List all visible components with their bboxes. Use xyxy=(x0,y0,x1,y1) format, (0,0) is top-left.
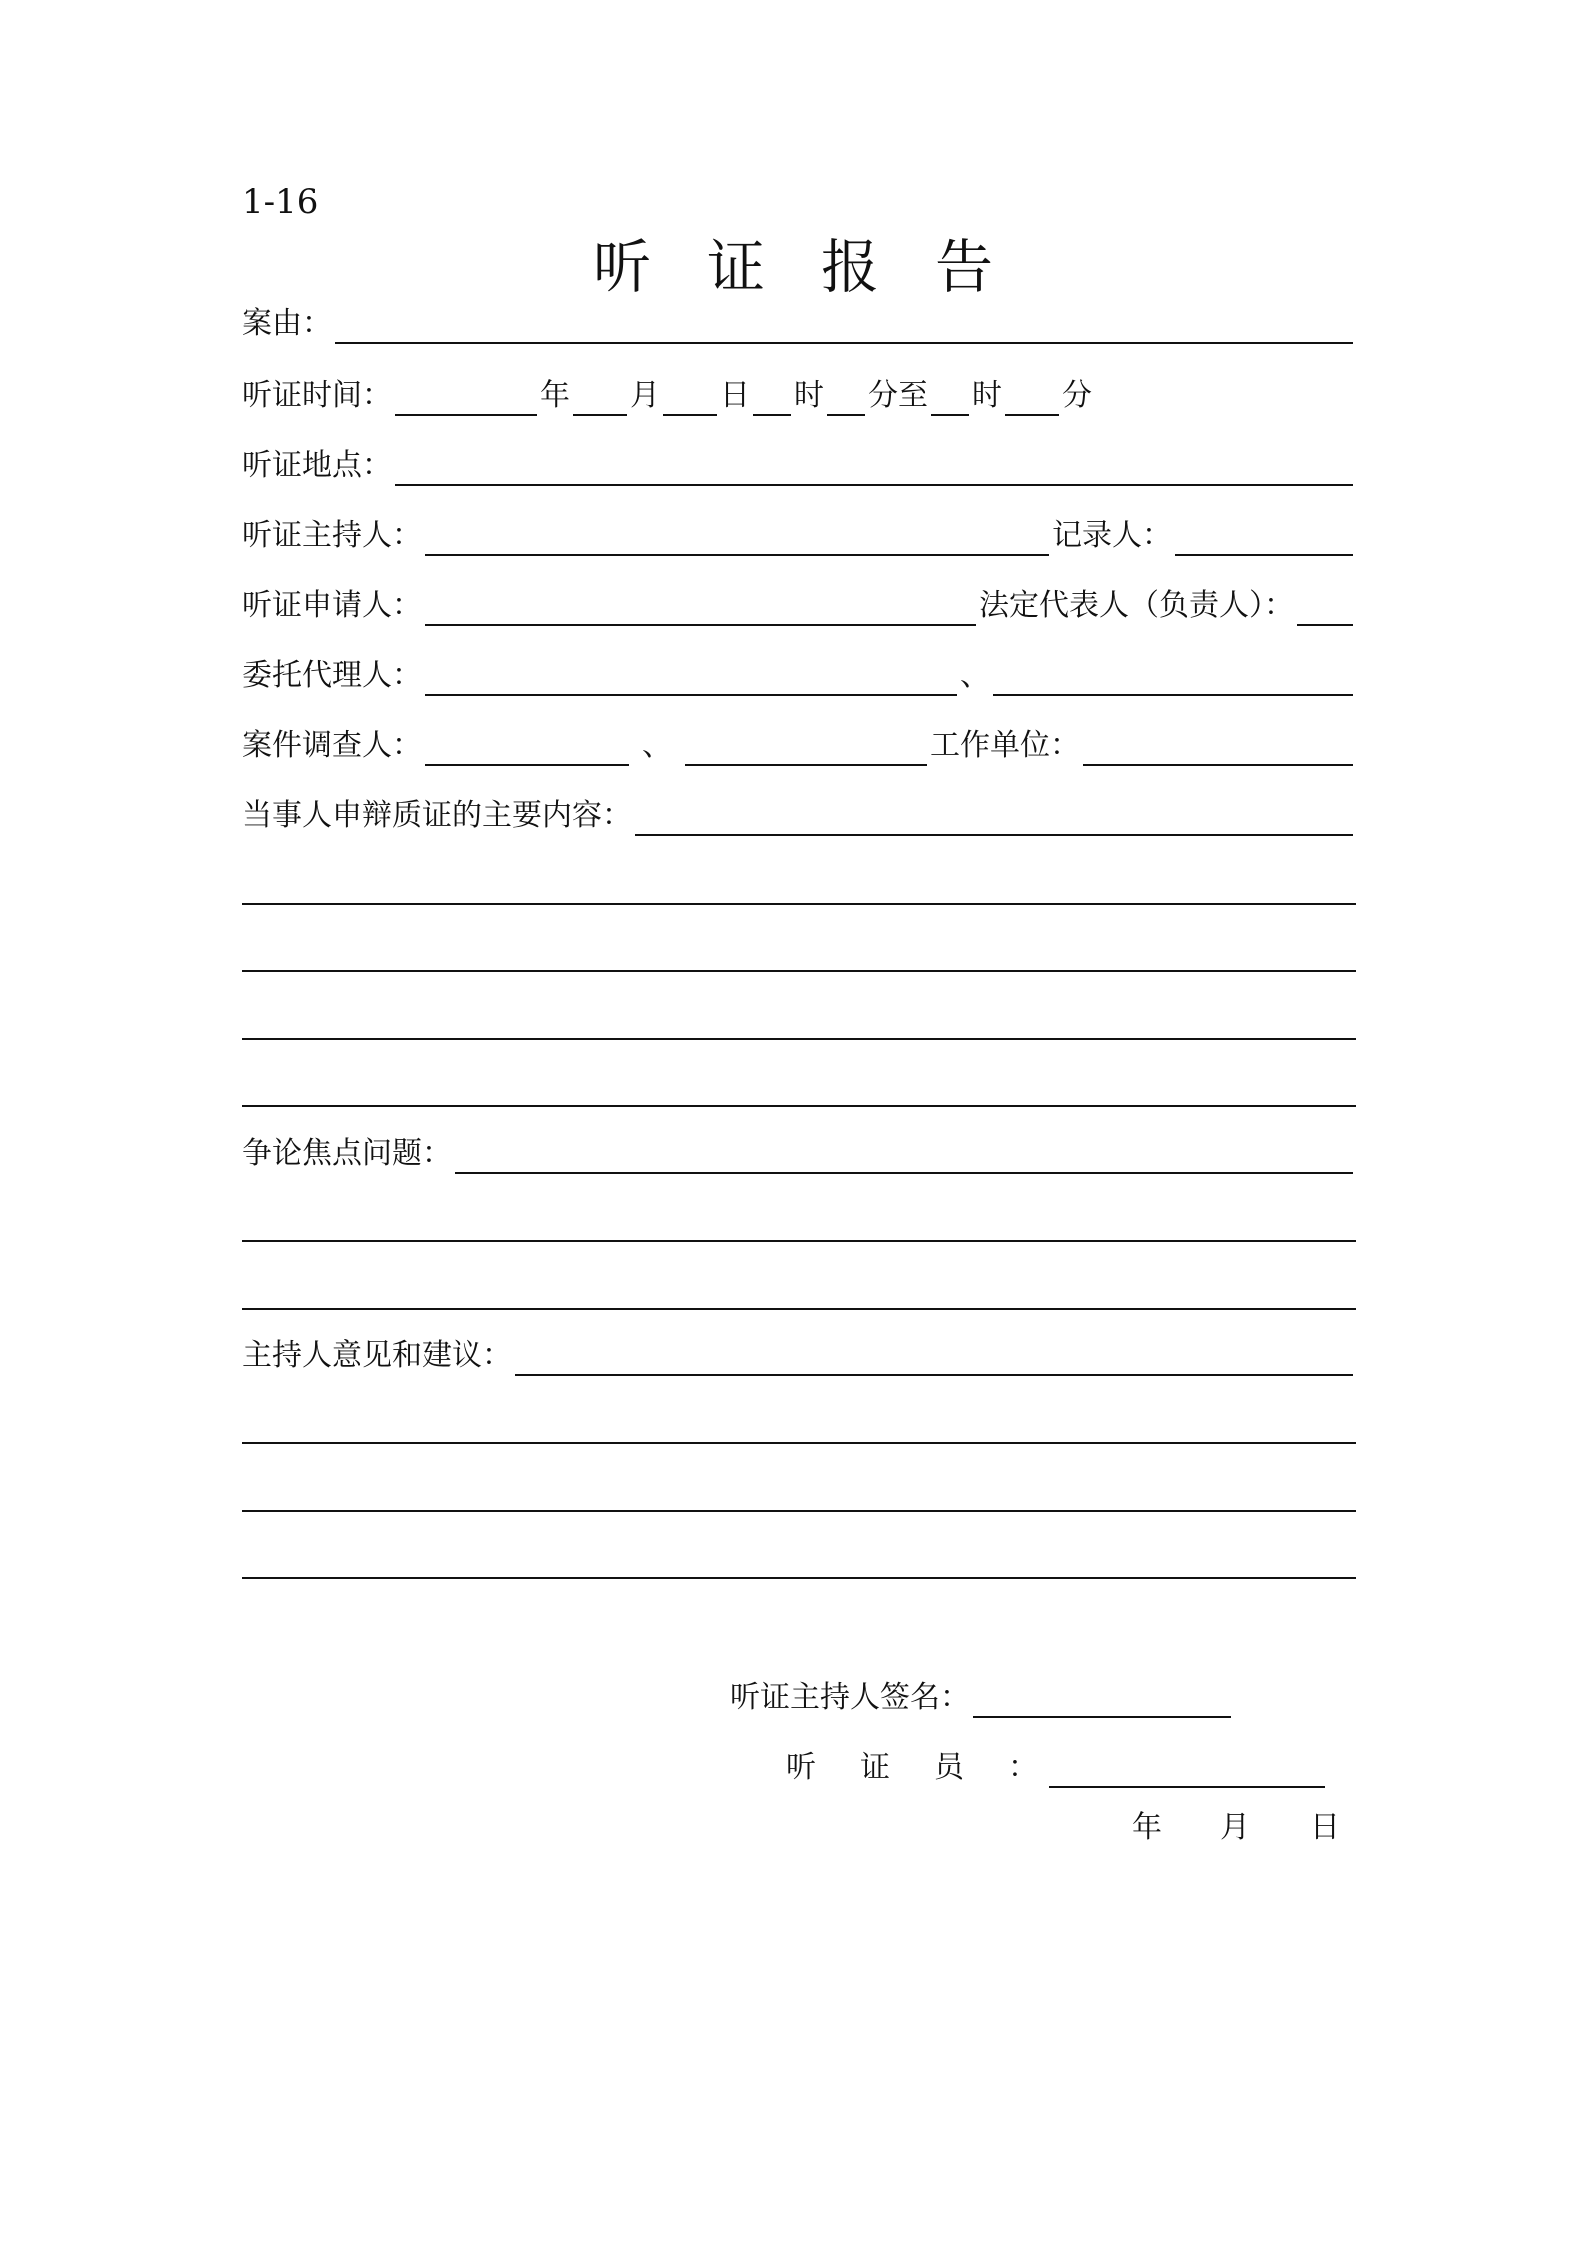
hour-blank[interactable] xyxy=(753,378,791,416)
dispute-line-2[interactable] xyxy=(242,1308,1356,1310)
legal-rep-blank[interactable] xyxy=(1297,588,1353,626)
host-row xyxy=(242,516,1356,556)
dispute-row xyxy=(242,1134,1356,1174)
work-unit-blank[interactable] xyxy=(1083,728,1353,766)
hearing-time-row xyxy=(242,376,1092,416)
day-blank[interactable] xyxy=(663,378,717,416)
hearing-time-label: 听证时间： xyxy=(242,378,392,413)
agent-separator: 、 xyxy=(960,658,990,693)
investigator-separator: 、 xyxy=(642,728,672,763)
minute2-blank[interactable] xyxy=(1005,378,1059,416)
opinion-blank[interactable] xyxy=(515,1338,1353,1376)
agent-blank-2[interactable] xyxy=(993,658,1353,696)
clerk-label: 听证员： xyxy=(786,1750,1082,1785)
applicant-row xyxy=(242,586,1356,626)
defense-row xyxy=(242,796,1356,836)
year-label: 年 xyxy=(540,378,570,413)
investigator-label: 案件调查人： xyxy=(242,728,422,763)
legal-rep-label: 法定代表人（负责人）： xyxy=(979,588,1294,623)
clerk-blank[interactable] xyxy=(1049,1750,1325,1788)
case-cause-blank[interactable] xyxy=(335,306,1353,344)
opinion-row xyxy=(242,1336,1356,1376)
month-blank[interactable] xyxy=(573,378,627,416)
defense-label: 当事人申辩质证的主要内容： xyxy=(242,798,632,833)
agent-blank-1[interactable] xyxy=(425,658,957,696)
hour2-label: 时 xyxy=(972,378,1002,413)
form-code: 1-16 xyxy=(242,182,319,222)
day-label: 日 xyxy=(720,378,750,413)
host-signature-blank[interactable] xyxy=(973,1680,1231,1718)
opinion-line-3[interactable] xyxy=(242,1577,1356,1579)
minute-blank[interactable] xyxy=(827,378,865,416)
case-cause-row xyxy=(242,304,1356,344)
date-day: 日 xyxy=(1310,1810,1340,1845)
investigator-blank-2[interactable] xyxy=(685,728,927,766)
dispute-line-1[interactable] xyxy=(242,1240,1356,1242)
host-signature-row xyxy=(730,1678,1234,1718)
page-title: 听证报告 xyxy=(592,233,1049,301)
case-cause-label: 案由： xyxy=(242,306,332,341)
dispute-label: 争论焦点问题： xyxy=(242,1136,452,1171)
host-blank[interactable] xyxy=(425,518,1049,556)
year-blank[interactable] xyxy=(395,378,537,416)
dispute-blank[interactable] xyxy=(455,1136,1353,1174)
minute-label: 分 xyxy=(1062,378,1092,413)
date-year: 年 xyxy=(1132,1810,1162,1845)
host-signature-label: 听证主持人签名： xyxy=(730,1680,970,1715)
clerk-row xyxy=(786,1748,1328,1788)
hearing-place-label: 听证地点： xyxy=(242,448,392,483)
recorder-label: 记录人： xyxy=(1052,518,1172,553)
agent-row xyxy=(242,656,1356,696)
hearing-place-row xyxy=(242,446,1356,486)
date-month: 月 xyxy=(1220,1810,1250,1845)
hour2-blank[interactable] xyxy=(931,378,969,416)
defense-line-3[interactable] xyxy=(242,1038,1356,1040)
defense-line-1[interactable] xyxy=(242,903,1356,905)
opinion-line-1[interactable] xyxy=(242,1442,1356,1444)
applicant-blank[interactable] xyxy=(425,588,976,626)
applicant-label: 听证申请人： xyxy=(242,588,422,623)
recorder-blank[interactable] xyxy=(1175,518,1353,556)
agent-label: 委托代理人： xyxy=(242,658,422,693)
opinion-label: 主持人意见和建议： xyxy=(242,1338,512,1373)
minute-to-label: 分至 xyxy=(868,378,928,413)
month-label: 月 xyxy=(630,378,660,413)
work-unit-label: 工作单位： xyxy=(930,728,1080,763)
investigator-row xyxy=(242,726,1356,766)
hour-label: 时 xyxy=(794,378,824,413)
host-label: 听证主持人： xyxy=(242,518,422,553)
hearing-place-blank[interactable] xyxy=(395,448,1353,486)
defense-blank[interactable] xyxy=(635,798,1353,836)
opinion-line-2[interactable] xyxy=(242,1510,1356,1512)
defense-line-2[interactable] xyxy=(242,970,1356,972)
investigator-blank-1[interactable] xyxy=(425,728,629,766)
defense-line-4[interactable] xyxy=(242,1105,1356,1107)
